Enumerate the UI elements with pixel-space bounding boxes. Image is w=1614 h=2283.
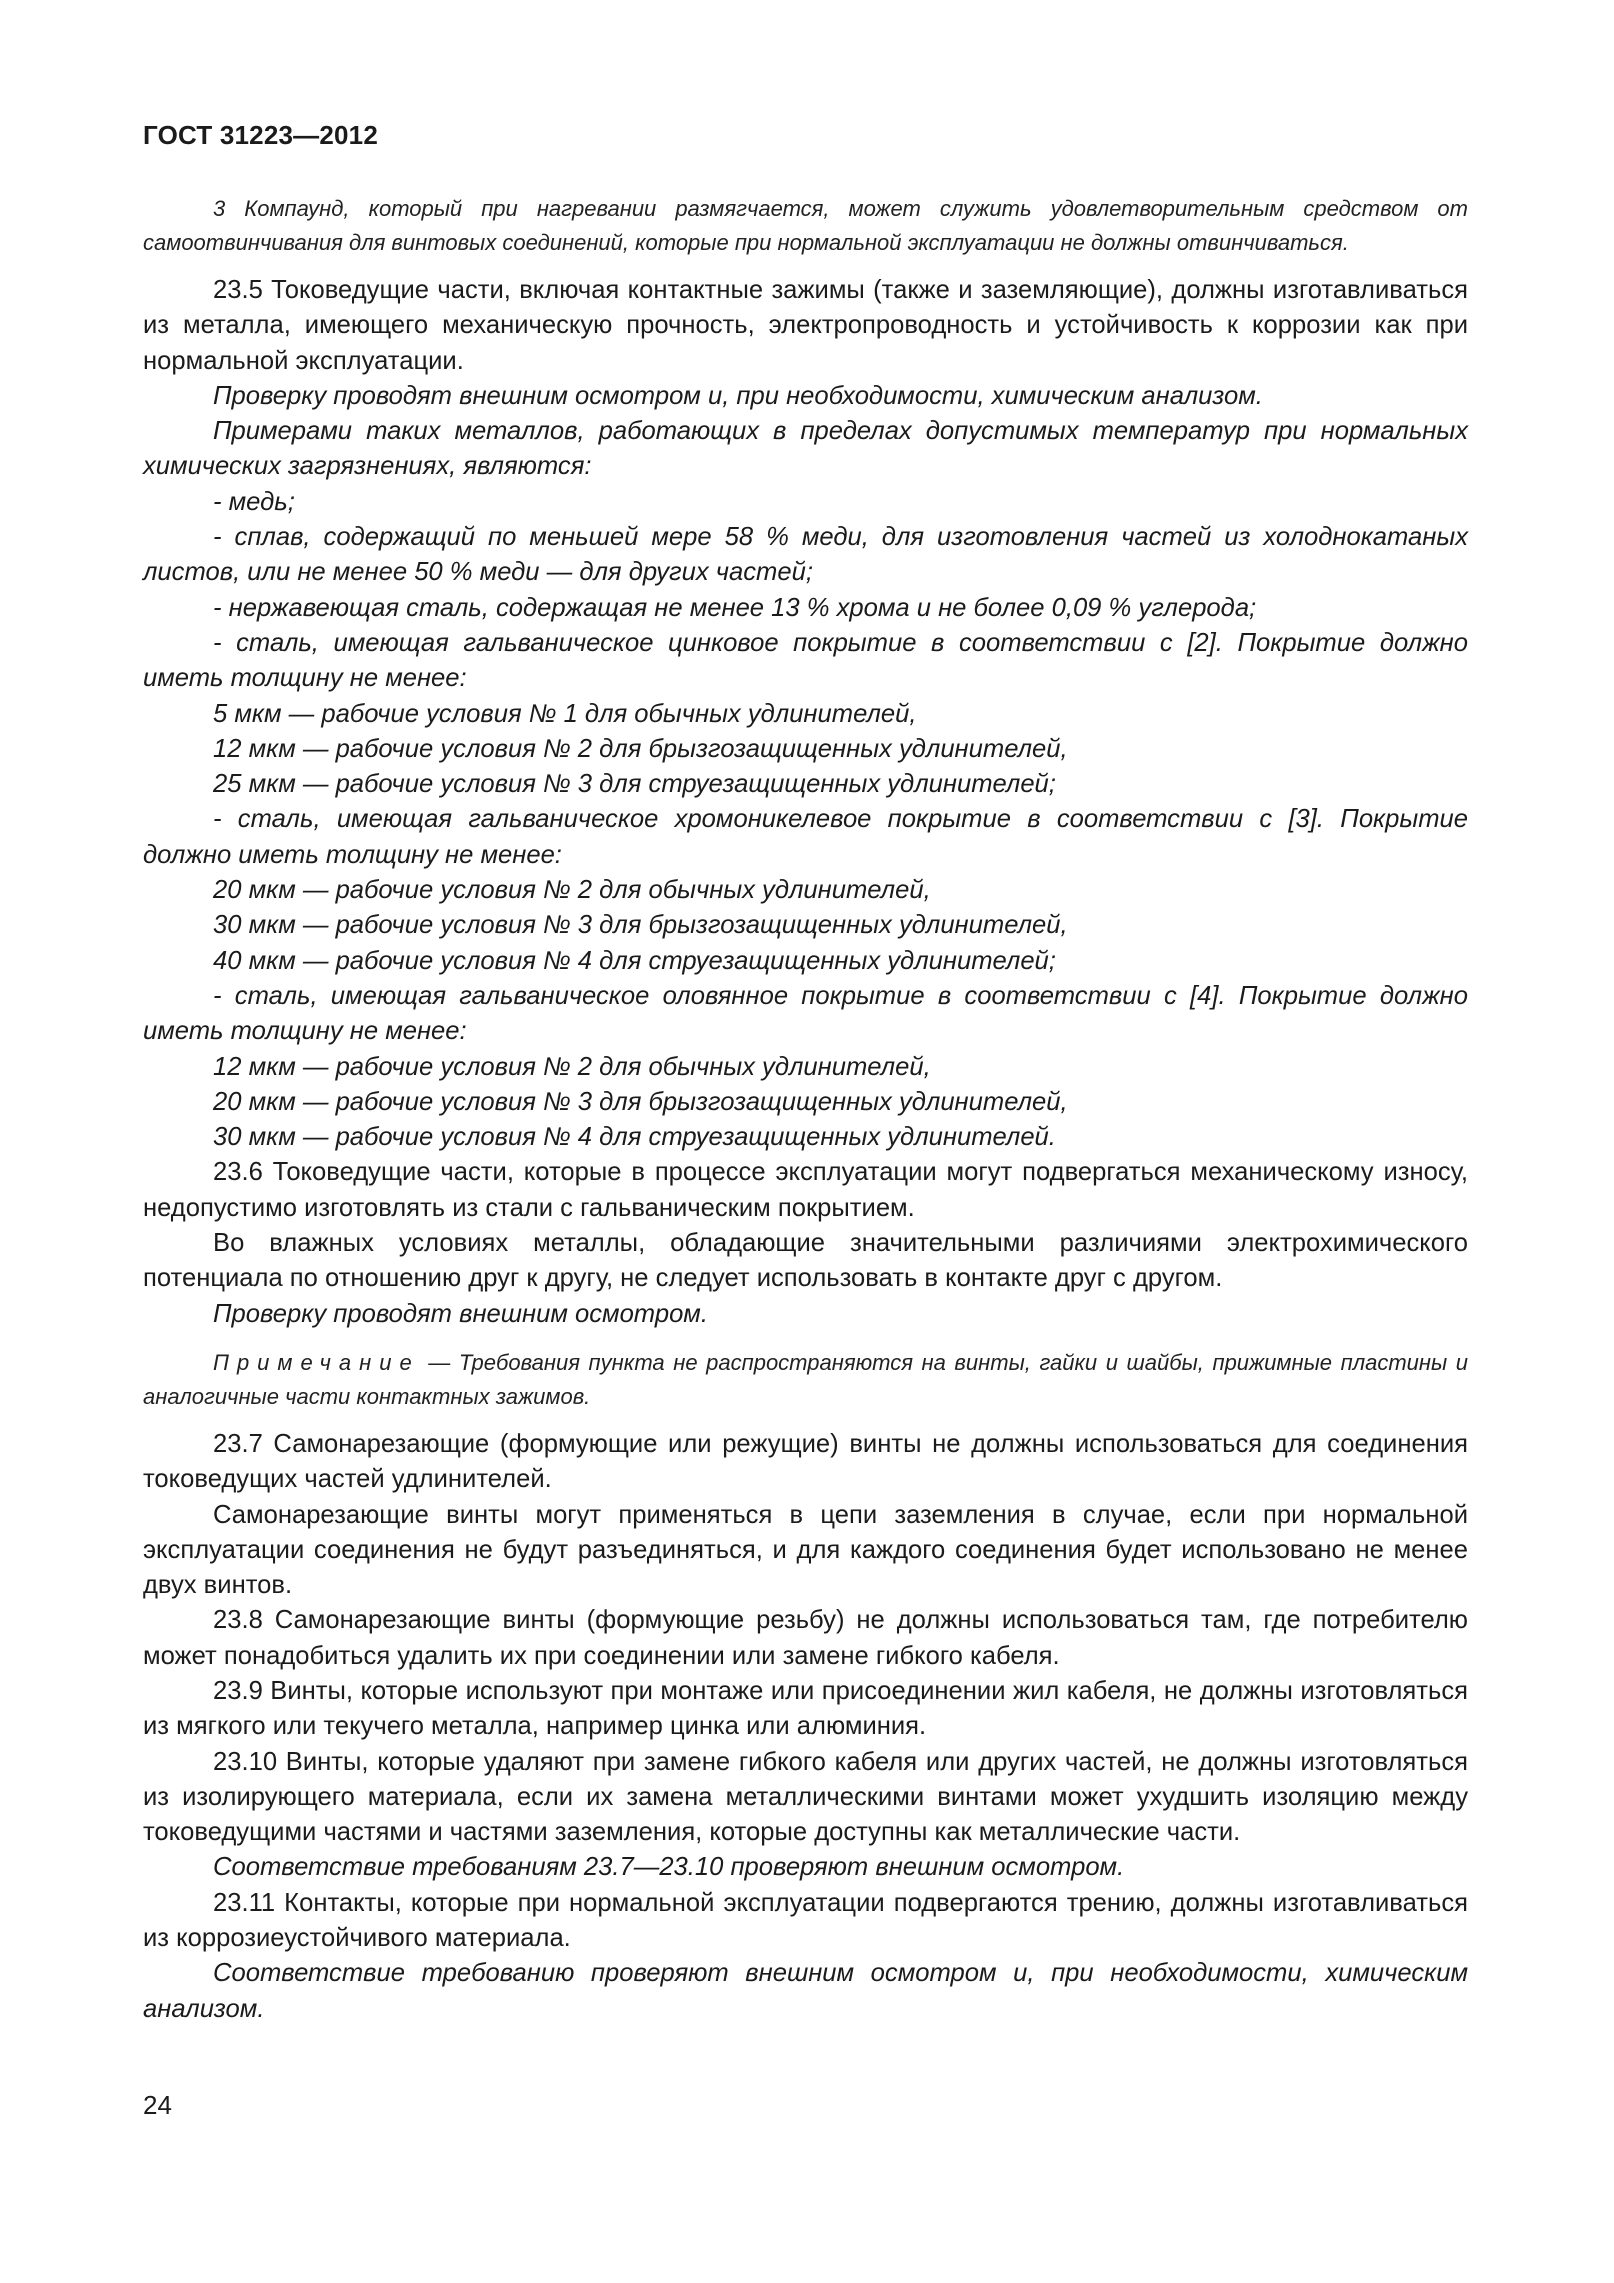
list-item-copper: - медь; <box>213 487 295 516</box>
examples-intro: Примерами таких металлов, работающих в пределах допустимых температур при нормальных химических загрязнениях, являются: <box>143 417 1468 481</box>
list-item-tin-coating: - сталь, имеющая гальваническое оловянное покрытие в соответствии с [4]. Покрытие должно иметь толщину не менее: <box>143 981 1468 1046</box>
coating-thickness-item: 20 мкм — рабочие условия № 2 для обычных удлинителей, <box>213 876 931 905</box>
clause-23-10: 23.10 Винты, которые удаляют при замене гибкого кабеля или других частей, не должны изготовляться из изолирующего материала, если их замена металлическими винтами может ухудшить изоляцию между токоведущими частями и частями заземления, которые доступны как металлические части. <box>143 1747 1468 1847</box>
coating-thickness-item: 40 мкм — рабочие условия № 4 для струезащищенных удлинителей; <box>213 946 1056 975</box>
list-item-stainless-steel: - нержавеющая сталь, содержащая не менее 13 % хрома и не более 0,09 % углерода; <box>213 593 1257 622</box>
check-text: Соответствие требованию проверяют внешним осмотром и, при необходимости, химическим анализом. <box>143 1959 1468 2023</box>
clause-23-7-grounding: Самонарезающие винты могут применяться в цепи заземления в случае, если при нормальной эксплуатации соединения не будут разъединяться, и для каждого соединения будет использовано не менее двух винтов. <box>143 1500 1468 1600</box>
page-number: 24 <box>143 2090 172 2120</box>
clause-23-7: 23.7 Самонарезающие (формующие или режущие) винты не должны использоваться для соединения токоведущих частей удлинителей. <box>143 1429 1468 1494</box>
note-text: — Требования пункта не распространяются на винты, гайки и шайбы, прижимные пластины и аналогичные части контактных зажимов. <box>143 1349 1468 1409</box>
check-text: Соответствие требованиям 23.7—23.10 проверяют внешним осмотром. <box>213 1853 1125 1882</box>
coating-thickness-item: 30 мкм — рабочие условия № 3 для брызгозащищенных удлинителей, <box>213 911 1068 940</box>
clause-23-11: 23.11 Контакты, которые при нормальной эксплуатации подвергаются трению, должны изготавливаться из коррозиеустойчивого материала. <box>143 1888 1468 1953</box>
coating-thickness-item: 25 мкм — рабочие условия № 3 для струезащищенных удлинителей; <box>213 770 1056 799</box>
note-3: 3 Компаунд, который при нагревании размягчается, может служить удовлетворительным средством от самоотвинчивания для винтовых соединений, которые при нормальной эксплуатации не должны отвинчиваться. <box>143 196 1468 255</box>
clause-23-9: 23.9 Винты, которые используют при монтаже или присоединении жил кабеля, не должны изготовляться из мягкого или текучего металла, например цинка или алюминия. <box>143 1676 1468 1741</box>
clause-23-8: 23.8 Самонарезающие винты (формующие резьбу) не должны использоваться там, где потребителю может понадобиться удалить их при соединении или замене гибкого кабеля. <box>143 1606 1468 1670</box>
document-body <box>143 192 1468 2027</box>
check-text: Проверку проводят внешним осмотром и, при необходимости, химическим анализом. <box>213 381 1263 410</box>
note-label: Примечание <box>213 1349 420 1375</box>
coating-thickness-item: 5 мкм — рабочие условия № 1 для обычных удлинителей, <box>213 699 917 728</box>
note-primechanie <box>143 1346 1468 1414</box>
check-text: Проверку проводят внешним осмотром. <box>213 1299 708 1328</box>
list-item-alloy: - сплав, содержащий по меньшей мере 58 % меди, для изготовления частей из холоднокатаных листов, или не менее 50 % меди — для других частей; <box>143 523 1468 587</box>
clause-23-6: 23.6 Токоведущие части, которые в процессе эксплуатации могут подвергаться механическому износу, недопустимо изготовлять из стали с гальваническим покрытием. <box>143 1158 1468 1222</box>
document-header: ГОСТ 31223—2012 <box>143 120 378 150</box>
coating-thickness-item: 12 мкм — рабочие условия № 2 для брызгозащищенных удлинителей, <box>213 734 1068 763</box>
clause-23-5: 23.5 Токоведущие части, включая контактные зажимы (также и заземляющие), должны изготавливаться из металла, имеющего механическую прочность, электропроводность и устойчивость к коррозии как при нормальной эксплуатации. <box>143 276 1468 375</box>
coating-thickness-item: 12 мкм — рабочие условия № 2 для обычных удлинителей, <box>213 1052 931 1081</box>
list-item-zinc-coating: - сталь, имеющая гальваническое цинковое покрытие в соответствии с [2]. Покрытие должно иметь толщину не менее: <box>143 628 1468 693</box>
list-item-chrome-nickel-coating: - сталь, имеющая гальваническое хромоникелевое покрытие в соответствии с [3]. Покрытие должно иметь толщину не менее: <box>143 805 1468 869</box>
coating-thickness-item: 20 мкм — рабочие условия № 3 для брызгозащищенных удлинителей, <box>213 1087 1068 1116</box>
coating-thickness-item: 30 мкм — рабочие условия № 4 для струезащищенных удлинителей. <box>213 1123 1056 1152</box>
clause-23-6-humid: Во влажных условиях металлы, обладающие значительными различиями электрохимического потенциала по отношению друг к другу, не следует использовать в контакте друг с другом. <box>143 1229 1468 1293</box>
